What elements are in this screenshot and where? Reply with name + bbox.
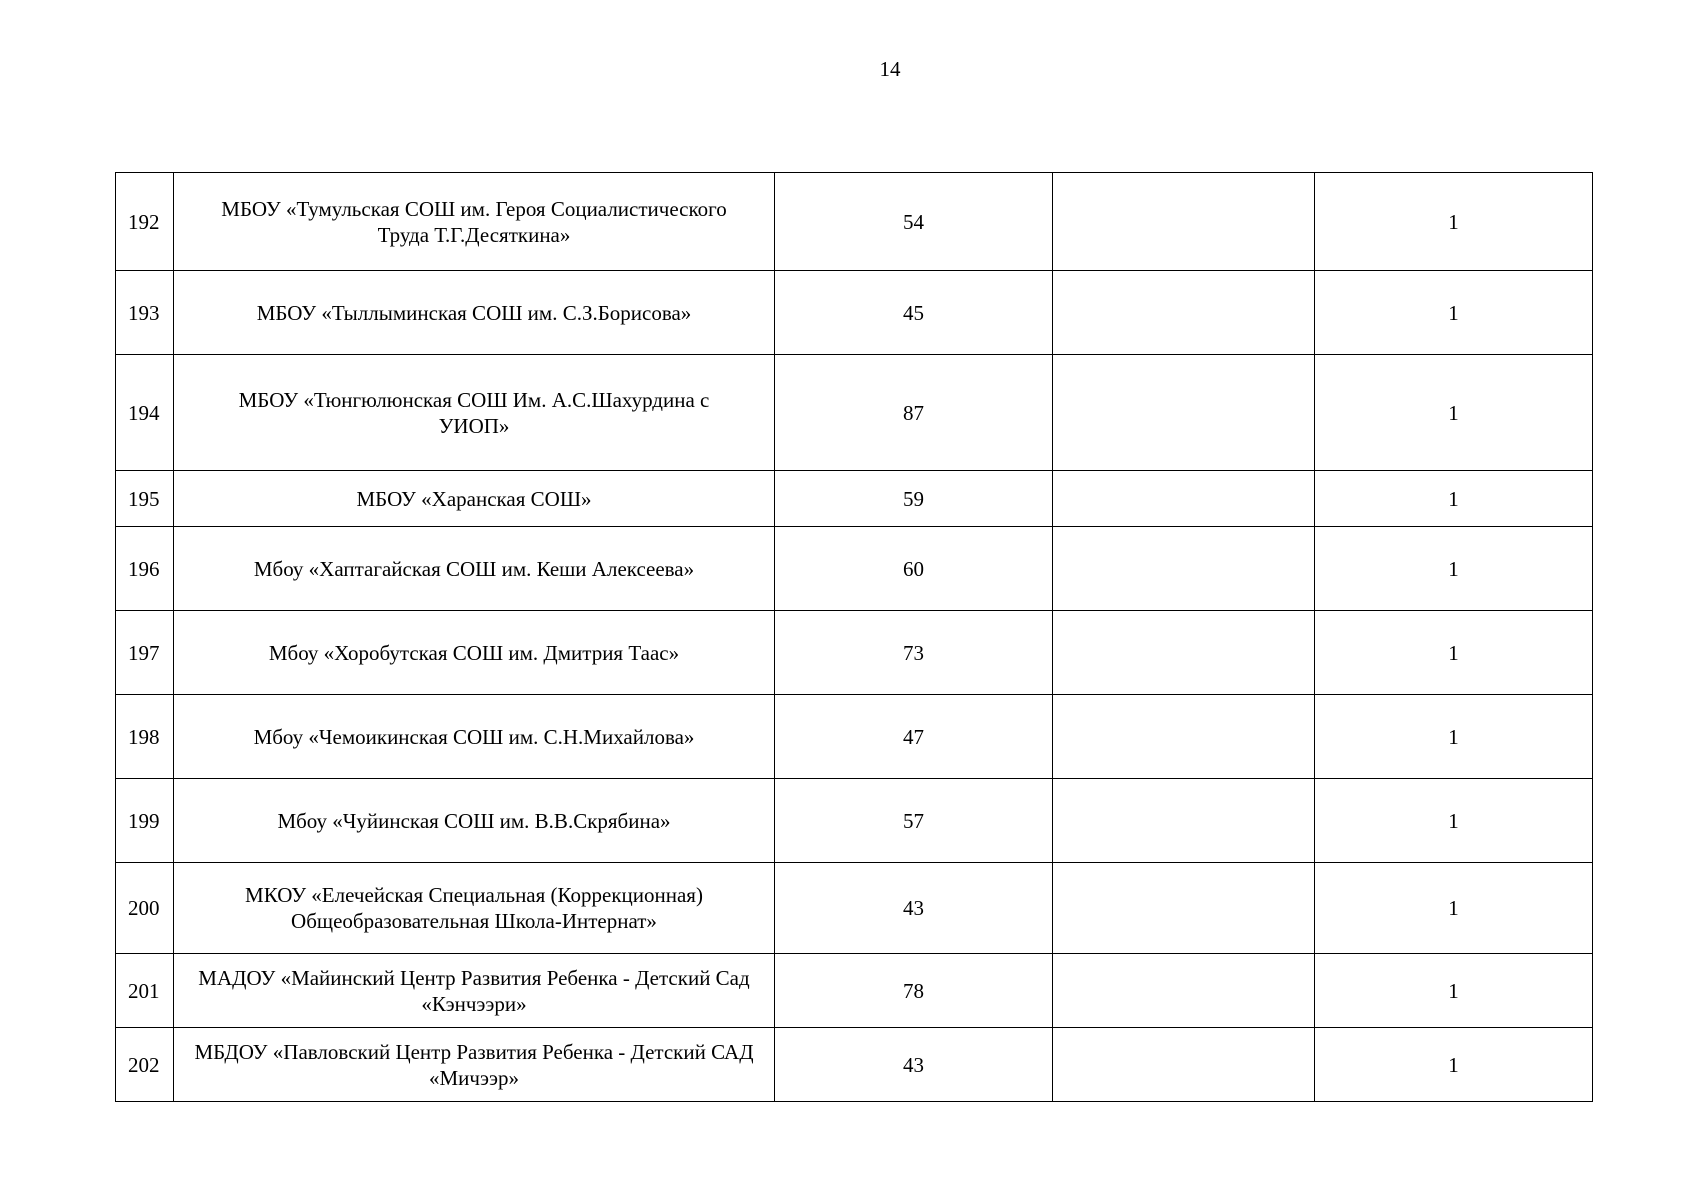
school-name: Мбоу «Хоробутская СОШ им. Дмитрия Таас» — [174, 611, 775, 695]
empty-cell — [1053, 527, 1315, 611]
school-name: Мбоу «Чемоикинская СОШ им. С.Н.Михайлова» — [174, 695, 775, 779]
row-number: 199 — [116, 779, 174, 863]
school-name: Мбоу «Хаптагайская СОШ им. Кеши Алексеева» — [174, 527, 775, 611]
value-cell: 1 — [1315, 695, 1593, 779]
count-cell: 60 — [775, 527, 1053, 611]
school-name: МКОУ «Елечейская Специальная (Коррекционная) Общеобразовательная Школа-Интернат» — [174, 863, 775, 954]
count-cell: 47 — [775, 695, 1053, 779]
table-row — [116, 471, 1593, 527]
table-row — [116, 611, 1593, 695]
row-number: 193 — [116, 271, 174, 355]
empty-cell — [1053, 611, 1315, 695]
table-row — [116, 1028, 1593, 1102]
value-cell: 1 — [1315, 954, 1593, 1028]
school-name: МБОУ «Тыллыминская СОШ им. С.З.Борисова» — [174, 271, 775, 355]
school-name: МАДОУ «Майинский Центр Развития Ребенка - Детский Сад «Кэнчээри» — [174, 954, 775, 1028]
value-cell: 1 — [1315, 527, 1593, 611]
count-cell: 59 — [775, 471, 1053, 527]
table-row — [116, 695, 1593, 779]
count-cell: 54 — [775, 173, 1053, 271]
empty-cell — [1053, 695, 1315, 779]
empty-cell — [1053, 271, 1315, 355]
value-cell: 1 — [1315, 271, 1593, 355]
school-name: МБОУ «Тумульская СОШ им. Героя Социалистического Труда Т.Г.Десяткина» — [174, 173, 775, 271]
value-cell: 1 — [1315, 355, 1593, 471]
row-number: 197 — [116, 611, 174, 695]
row-number: 200 — [116, 863, 174, 954]
empty-cell — [1053, 355, 1315, 471]
value-cell: 1 — [1315, 1028, 1593, 1102]
empty-cell — [1053, 471, 1315, 527]
row-number: 201 — [116, 954, 174, 1028]
school-name: МБОУ «Харанская СОШ» — [174, 471, 775, 527]
empty-cell — [1053, 954, 1315, 1028]
school-name: Мбоу «Чуйинская СОШ им. В.В.Скрябина» — [174, 779, 775, 863]
schools-table — [115, 172, 1593, 1102]
row-number: 202 — [116, 1028, 174, 1102]
table-row — [116, 779, 1593, 863]
value-cell: 1 — [1315, 471, 1593, 527]
table-row — [116, 355, 1593, 471]
count-cell: 45 — [775, 271, 1053, 355]
school-name: МБОУ «Тюнгюлюнская СОШ Им. А.С.Шахурдина с УИОП» — [174, 355, 775, 471]
empty-cell — [1053, 779, 1315, 863]
value-cell: 1 — [1315, 611, 1593, 695]
row-number: 198 — [116, 695, 174, 779]
count-cell: 73 — [775, 611, 1053, 695]
count-cell: 43 — [775, 863, 1053, 954]
table-row — [116, 173, 1593, 271]
table-row — [116, 954, 1593, 1028]
value-cell: 1 — [1315, 863, 1593, 954]
school-name: МБДОУ «Павловский Центр Развития Ребенка - Детский САД «Мичээр» — [174, 1028, 775, 1102]
row-number: 194 — [116, 355, 174, 471]
empty-cell — [1053, 863, 1315, 954]
table-row — [116, 527, 1593, 611]
value-cell: 1 — [1315, 173, 1593, 271]
row-number: 192 — [116, 173, 174, 271]
table-row — [116, 271, 1593, 355]
count-cell: 78 — [775, 954, 1053, 1028]
table-row — [116, 863, 1593, 954]
count-cell: 87 — [775, 355, 1053, 471]
page-number: 14 — [879, 57, 901, 81]
empty-cell — [1053, 1028, 1315, 1102]
empty-cell — [1053, 173, 1315, 271]
row-number: 196 — [116, 527, 174, 611]
row-number: 195 — [116, 471, 174, 527]
count-cell: 43 — [775, 1028, 1053, 1102]
value-cell: 1 — [1315, 779, 1593, 863]
count-cell: 57 — [775, 779, 1053, 863]
